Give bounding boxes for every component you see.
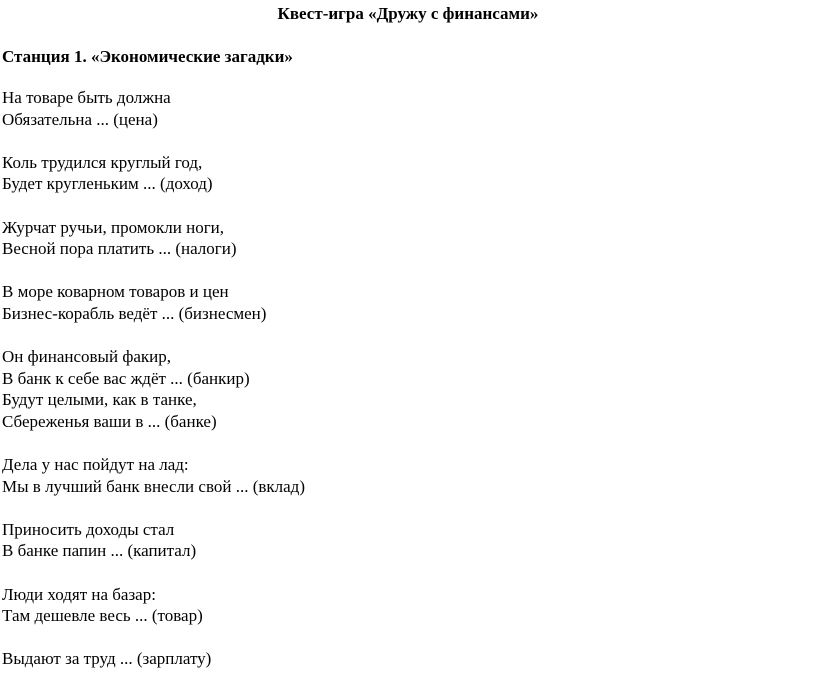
riddle-stanza xyxy=(2,152,305,195)
riddle-stanza xyxy=(2,519,305,562)
riddle-line: В банк к себе вас ждёт ... (банкир) xyxy=(2,368,250,388)
riddles-list xyxy=(2,87,305,692)
riddle-stanza xyxy=(2,346,305,432)
riddle-line: Бизнес-корабль ведёт ... (бизнесмен) xyxy=(2,303,267,323)
riddle-line: Будет кругленьким ... (доход) xyxy=(2,174,213,194)
station-heading: Станция 1. «Экономические загадки» xyxy=(2,47,293,66)
riddle-stanza xyxy=(2,87,305,130)
riddle-line: Дела у нас пойдут на лад: xyxy=(2,455,189,475)
riddle-line: Выдают за труд ... (зарплату) xyxy=(2,649,212,669)
riddle-line: Приносить доходы стал xyxy=(2,519,175,539)
riddle-line: Будут целыми, как в танке, xyxy=(2,390,197,410)
riddle-line: Сбереженья ваши в ... (банке) xyxy=(2,411,217,431)
riddle-stanza xyxy=(2,584,305,627)
riddle-line: Люди ходят на базар: xyxy=(2,584,156,604)
riddle-stanza xyxy=(2,648,305,670)
riddle-line: Журчат ручьи, промокли ноги, xyxy=(2,217,225,237)
riddle-line: Там дешевле весь ... (товар) xyxy=(2,606,203,626)
riddle-stanza xyxy=(2,454,305,497)
riddle-line: Он финансовый факир, xyxy=(2,347,171,367)
riddle-line: На товаре быть должна xyxy=(2,88,171,107)
riddle-line: Мы в лучший банк внесли свой ... (вклад) xyxy=(2,476,305,496)
riddle-line: В банке папин ... (капитал) xyxy=(2,541,197,561)
riddle-line: Обязательна ... (цена) xyxy=(2,109,158,129)
riddle-line: Весной пора платить ... (налоги) xyxy=(2,239,237,259)
document-title: Квест-игра «Дружу с финансами» xyxy=(277,4,539,23)
riddle-stanza xyxy=(2,217,305,260)
riddle-line: В море коварном товаров и цен xyxy=(2,282,229,302)
riddle-stanza xyxy=(2,281,305,324)
riddle-line: Коль трудился круглый год, xyxy=(2,152,203,172)
